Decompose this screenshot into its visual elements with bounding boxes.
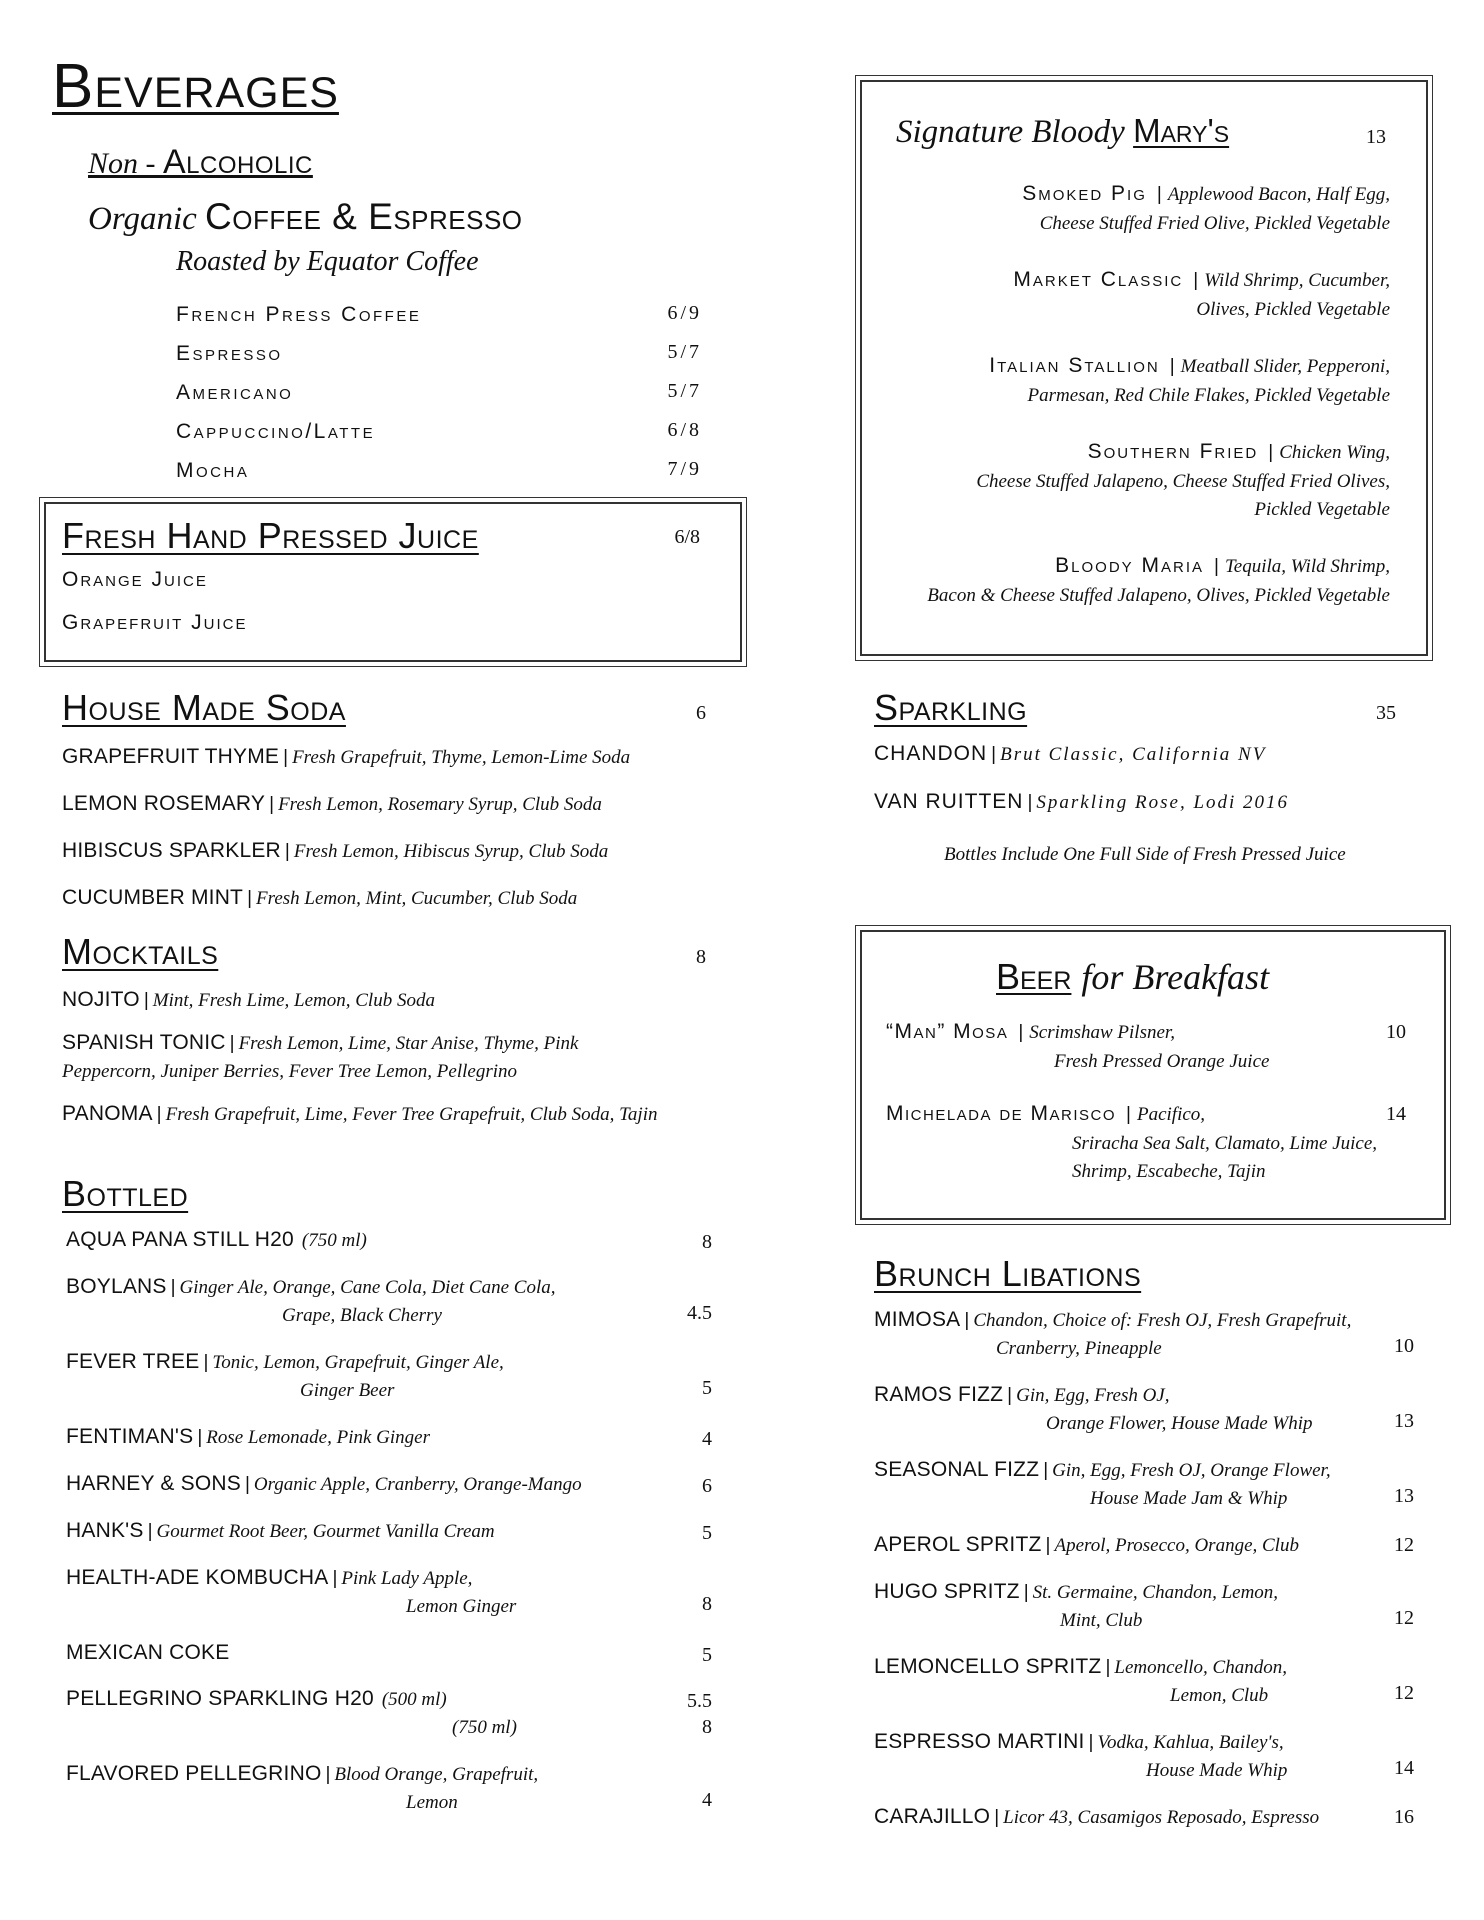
juice-title: Fresh Hand Pressed Juice — [62, 515, 479, 556]
bloody-item — [882, 438, 1390, 524]
coffee-item — [176, 454, 702, 493]
separator: | — [994, 1807, 1000, 1828]
juice-box — [44, 502, 742, 662]
coffee-price: 6/9 — [667, 302, 702, 324]
bloody-desc: Applewood Bacon, Half Egg, — [1167, 184, 1390, 205]
brunch-price: 13 — [1394, 1485, 1414, 1507]
bloody-desc-cont: Cheese Stuffed Jalapeno, Cheese Stuffed Fried Olives, — [976, 471, 1390, 492]
separator: | — [332, 1568, 338, 1589]
bottled-item — [62, 1226, 712, 1255]
brunch-price: 12 — [1394, 1534, 1414, 1556]
coffee-price: 7/9 — [667, 458, 702, 480]
sparkling-desc: Sparkling Rose, Lodi 2016 — [1036, 792, 1290, 813]
soda-price: 6 — [696, 702, 706, 724]
coffee-name: Cappuccino/Latte — [176, 420, 376, 443]
separator: | — [325, 1764, 331, 1785]
bottled-price-2: 8 — [702, 1716, 712, 1738]
separator: | — [1043, 1460, 1049, 1481]
bottled-line — [62, 1517, 712, 1546]
coffee-title: Coffee & Espresso — [205, 196, 523, 237]
bottled-item — [62, 1639, 712, 1667]
coffee-name: French Press Coffee — [176, 303, 422, 326]
page-title: Beverages — [52, 52, 339, 121]
bottled-list — [62, 1226, 712, 1835]
separator: | — [203, 1352, 209, 1373]
brunch-price: 14 — [1394, 1757, 1414, 1779]
bloody-line — [882, 266, 1390, 296]
juice-item: Grapefruit Juice — [62, 611, 248, 634]
brunch-name: MIMOSA — [874, 1308, 961, 1331]
bottled-name: HEALTH-ADE KOMBUCHA — [66, 1566, 329, 1589]
beer-name: Michelada de Marisco — [886, 1102, 1117, 1125]
bloody-name: Smoked Pig — [1022, 182, 1147, 205]
bloody-line — [882, 438, 1390, 468]
coffee-heading — [88, 196, 523, 246]
bloody-item — [882, 266, 1390, 324]
bloody-item — [882, 180, 1390, 238]
separator: | — [143, 990, 149, 1011]
bottled-name: FEVER TREE — [66, 1350, 200, 1373]
coffee-name: Mocha — [176, 459, 250, 482]
separator: | — [247, 888, 253, 909]
beer-desc: Pacifico, — [1136, 1104, 1206, 1125]
brunch-line — [874, 1803, 1414, 1832]
bottled-name: BOYLANS — [66, 1275, 167, 1298]
beer-list — [886, 1018, 1406, 1210]
soda-desc: Fresh Grapefruit, Thyme, Lemon-Lime Soda — [292, 747, 631, 768]
separator: | — [1105, 1657, 1111, 1678]
coffee-price: 6/8 — [667, 419, 702, 441]
separator: | — [1007, 1385, 1013, 1406]
brunch-price: 12 — [1394, 1682, 1414, 1704]
soda-name: HIBISCUS SPARKLER — [62, 839, 281, 862]
bottled-price: 8 — [702, 1593, 712, 1615]
bottled-price: 8 — [702, 1231, 712, 1253]
separator: | — [1018, 1022, 1024, 1043]
bloody-desc-cont: Cheese Stuffed Fried Olive, Pickled Vegetable — [1039, 213, 1390, 234]
bottled-name: AQUA PANA STILL H20 — [66, 1228, 294, 1251]
bottled-desc: Rose Lemonade, Pink Ginger — [206, 1427, 431, 1448]
brunch-name: APEROL SPRITZ — [874, 1533, 1042, 1556]
bottled-item — [62, 1564, 712, 1621]
bloody-desc-cont: Parmesan, Red Chile Flakes, Pickled Vegetable — [1027, 385, 1390, 406]
bloody-line — [882, 180, 1390, 210]
brunch-desc-cont: Cranberry, Pineapple — [996, 1338, 1162, 1359]
brunch-line — [874, 1578, 1414, 1607]
separator: | — [1027, 792, 1033, 813]
mocktails-price: 8 — [696, 946, 706, 968]
mocktail-desc: Fresh Lemon, Lime, Star Anise, Thyme, Pink — [238, 1033, 579, 1054]
sparkling-name: VAN RUITTEN — [874, 790, 1024, 813]
brunch-title: Brunch Libations — [874, 1253, 1142, 1294]
bloody-item — [882, 552, 1390, 610]
bottled-name: FENTIMAN'S — [66, 1425, 194, 1448]
coffee-name: Espresso — [176, 342, 283, 365]
brunch-price: 13 — [1394, 1410, 1414, 1432]
brunch-line — [874, 1381, 1414, 1410]
organic-prefix: Organic — [88, 201, 206, 237]
bloody-item — [882, 352, 1390, 410]
beer-desc-cont: Shrimp, Escabeche, Tajin — [1072, 1161, 1266, 1182]
bottled-line — [62, 1470, 712, 1499]
bottled-item — [62, 1423, 712, 1452]
bloody-title: Mary's — [1133, 112, 1230, 149]
juice-item: Orange Juice — [62, 568, 208, 591]
brunch-desc: St. Germaine, Chandon, Lemon, — [1032, 1582, 1279, 1603]
beer-desc: Scrimshaw Pilsner, — [1029, 1022, 1175, 1043]
bottled-item — [62, 1273, 712, 1330]
beer-price: 10 — [1386, 1021, 1406, 1043]
soda-list — [62, 740, 722, 928]
mocktail-name: SPANISH TONIC — [62, 1031, 226, 1054]
mocktail-desc: Mint, Fresh Lime, Lemon, Club Soda — [152, 990, 435, 1011]
separator: | — [1088, 1732, 1094, 1753]
brunch-item — [874, 1803, 1414, 1832]
bottled-title: Bottled — [62, 1173, 189, 1214]
separator: | — [244, 1474, 250, 1495]
brunch-item — [874, 1728, 1414, 1785]
separator: | — [269, 794, 275, 815]
separator: | — [147, 1521, 153, 1542]
soda-desc: Fresh Lemon, Mint, Cucumber, Club Soda — [256, 888, 578, 909]
mocktail-line — [62, 1029, 742, 1058]
beer-title: Beer — [996, 956, 1072, 997]
bottled-desc: (500 ml) — [381, 1689, 447, 1710]
bottled-desc-cont: Lemon — [406, 1792, 458, 1813]
brunch-item — [874, 1578, 1414, 1635]
mocktail-line — [62, 986, 742, 1015]
bottled-price: 5 — [702, 1522, 712, 1544]
brunch-item — [874, 1456, 1414, 1513]
beer-box — [860, 930, 1446, 1220]
brunch-desc: Vodka, Kahlua, Bailey's, — [1097, 1732, 1284, 1753]
bloody-line — [882, 352, 1390, 382]
bloody-prefix: Signature Bloody — [896, 114, 1134, 150]
bloody-mary-heading — [896, 108, 1229, 161]
brunch-desc: Lemoncello, Chandon, — [1114, 1657, 1287, 1678]
brunch-desc-cont: House Made Jam & Whip — [1090, 1488, 1288, 1509]
separator: | — [284, 841, 290, 862]
mocktail-desc: Fresh Grapefruit, Lime, Fever Tree Grapefruit, Club Soda, Tajin — [165, 1104, 658, 1125]
mocktail-item — [62, 1100, 742, 1129]
mocktail-line — [62, 1100, 742, 1129]
brunch-item — [874, 1306, 1414, 1363]
sparkling-title: Sparkling — [874, 687, 1028, 728]
soda-name: LEMON ROSEMARY — [62, 792, 266, 815]
brunch-name: RAMOS FIZZ — [874, 1383, 1004, 1406]
separator: | — [1126, 1104, 1131, 1125]
bottled-line — [62, 1423, 712, 1452]
brunch-name: SEASONAL FIZZ — [874, 1458, 1040, 1481]
brunch-desc-cont: Mint, Club — [1060, 1610, 1143, 1631]
bottled-price: 4 — [702, 1428, 712, 1450]
beer-desc-cont: Sriracha Sea Salt, Clamato, Lime Juice, — [1072, 1133, 1378, 1154]
separator: | — [1268, 442, 1274, 463]
mocktail-name: PANOMA — [62, 1102, 153, 1125]
bottled-name: HARNEY & SONS — [66, 1472, 241, 1495]
beer-name: “Man” Mosa — [886, 1020, 1009, 1043]
sparkling-price: 35 — [1376, 702, 1396, 724]
brunch-line — [874, 1653, 1414, 1682]
brunch-line — [874, 1531, 1414, 1560]
brunch-desc: Gin, Egg, Fresh OJ, — [1016, 1385, 1170, 1406]
coffee-item — [176, 337, 702, 376]
bottled-desc-cont: (750 ml) — [452, 1717, 517, 1738]
coffee-name: Americano — [176, 381, 294, 404]
coffee-price: 5/7 — [667, 380, 702, 402]
brunch-item — [874, 1381, 1414, 1438]
soda-name: CUCUMBER MINT — [62, 886, 244, 909]
brunch-line — [874, 1306, 1414, 1335]
brunch-desc: Gin, Egg, Fresh OJ, Orange Flower, — [1052, 1460, 1331, 1481]
sparkling-item — [874, 738, 1394, 786]
bottled-desc: Organic Apple, Cranberry, Orange-Mango — [253, 1474, 582, 1495]
bottled-item — [62, 1517, 712, 1546]
bloody-list — [882, 180, 1390, 638]
coffee-item — [176, 298, 702, 337]
brunch-line — [874, 1728, 1414, 1757]
brunch-desc-cont: House Made Whip — [1146, 1760, 1288, 1781]
bottled-desc: Blood Orange, Grapefruit, — [334, 1764, 539, 1785]
soda-item — [62, 834, 722, 881]
bottled-line — [62, 1348, 712, 1377]
bottled-desc: (750 ml) — [301, 1230, 367, 1251]
bottled-name: FLAVORED PELLEGRINO — [66, 1762, 322, 1785]
brunch-price: 10 — [1394, 1335, 1414, 1357]
beer-price: 14 — [1386, 1103, 1406, 1125]
brunch-name: CARAJILLO — [874, 1805, 991, 1828]
separator: | — [991, 744, 997, 765]
bottled-name: MEXICAN COKE — [66, 1641, 230, 1664]
soda-item — [62, 881, 722, 928]
bottled-line — [62, 1226, 712, 1255]
bottled-line — [62, 1685, 712, 1714]
brunch-item — [874, 1653, 1414, 1710]
beer-heading — [996, 952, 1269, 1010]
coffee-item — [176, 415, 702, 454]
brunch-name: ESPRESSO MARTINI — [874, 1730, 1085, 1753]
bloody-price: 13 — [1366, 126, 1386, 148]
soda-item — [62, 740, 722, 787]
bloody-mary-box — [860, 80, 1428, 656]
non-prefix: Non - — [88, 147, 163, 180]
brunch-line — [874, 1456, 1414, 1485]
soda-title: House Made Soda — [62, 687, 346, 728]
beer-title-suffix: for Breakfast — [1081, 957, 1270, 997]
bloody-name: Southern Fried — [1087, 440, 1259, 463]
bottled-line — [62, 1273, 712, 1302]
separator: | — [1045, 1535, 1051, 1556]
bottled-line — [62, 1760, 712, 1789]
brunch-desc: Aperol, Prosecco, Orange, Club — [1054, 1535, 1299, 1556]
mocktail-item — [62, 986, 742, 1015]
bloody-name: Italian Stallion — [989, 354, 1160, 377]
bloody-desc: Wild Shrimp, Cucumber, — [1204, 270, 1390, 291]
bottled-item — [62, 1348, 712, 1405]
separator: | — [1169, 356, 1175, 377]
soda-desc: Fresh Lemon, Rosemary Syrup, Club Soda — [278, 794, 602, 815]
bottled-name: HANK'S — [66, 1519, 144, 1542]
separator: | — [1214, 556, 1219, 577]
soda-desc: Fresh Lemon, Hibiscus Syrup, Club Soda — [293, 841, 609, 862]
beer-line — [886, 1100, 1406, 1130]
separator: | — [1156, 184, 1162, 205]
separator: | — [1023, 1582, 1029, 1603]
mocktail-desc-cont: Peppercorn, Juniper Berries, Fever Tree Lemon, Pellegrino — [62, 1061, 518, 1082]
bloody-desc: Chicken Wing, — [1279, 442, 1390, 463]
mocktail-name: NOJITO — [62, 988, 140, 1011]
bottled-desc: Gourmet Root Beer, Gourmet Vanilla Cream — [156, 1521, 495, 1542]
bottled-price: 5.5 — [687, 1690, 712, 1712]
bloody-line — [882, 552, 1390, 582]
bottled-desc-cont: Lemon Ginger — [406, 1596, 517, 1617]
bloody-name: Bloody Maria — [1055, 554, 1205, 577]
bottled-desc-cont: Ginger Beer — [300, 1380, 395, 1401]
bottled-price: 5 — [702, 1377, 712, 1399]
bottled-desc: Ginger Ale, Orange, Cane Cola, Diet Cane Cola, — [179, 1277, 556, 1298]
roasted-by: Roasted by Equator Coffee — [176, 246, 479, 277]
coffee-item — [176, 376, 702, 415]
bloody-name: Market Classic — [1013, 268, 1184, 291]
separator: | — [156, 1104, 162, 1125]
brunch-desc-cont: Orange Flower, House Made Whip — [1046, 1413, 1313, 1434]
separator: | — [1193, 270, 1199, 291]
mocktails-list — [62, 986, 742, 1143]
brunch-desc: Chandon, Choice of: Fresh OJ, Fresh Grapefruit, — [973, 1310, 1352, 1331]
brunch-item — [874, 1531, 1414, 1560]
beer-item — [886, 1100, 1406, 1186]
bottled-price: 4.5 — [687, 1302, 712, 1324]
non-title: Alcoholic — [163, 143, 313, 181]
bloody-desc-cont: Olives, Pickled Vegetable — [1196, 299, 1390, 320]
brunch-price: 12 — [1394, 1607, 1414, 1629]
coffee-list — [176, 298, 702, 493]
sparkling-item — [874, 786, 1394, 834]
sparkling-note: Bottles Include One Full Side of Fresh Pressed Juice — [944, 844, 1346, 865]
brunch-name: LEMONCELLO SPRITZ — [874, 1655, 1102, 1678]
bloody-desc: Tequila, Wild Shrimp, — [1224, 556, 1390, 577]
soda-name: GRAPEFRUIT THYME — [62, 745, 280, 768]
separator: | — [170, 1277, 176, 1298]
bottled-item — [62, 1760, 712, 1817]
separator: | — [229, 1033, 235, 1054]
bottled-desc: Pink Lady Apple, — [341, 1568, 473, 1589]
brunch-name: HUGO SPRITZ — [874, 1580, 1020, 1603]
beer-item — [886, 1018, 1406, 1076]
coffee-price: 5/7 — [667, 341, 702, 363]
bottled-name: PELLEGRINO SPARKLING H20 — [66, 1687, 374, 1710]
sparkling-name: CHANDON — [874, 742, 988, 765]
soda-item — [62, 787, 722, 834]
bottled-line — [62, 1564, 712, 1593]
brunch-desc-cont: Lemon, Club — [1170, 1685, 1269, 1706]
bottled-line — [62, 1639, 712, 1667]
mocktails-title: Mocktails — [62, 931, 219, 972]
bottled-price: 6 — [702, 1475, 712, 1497]
bottled-desc-cont: Grape, Black Cherry — [282, 1305, 442, 1326]
sparkling-list — [874, 738, 1394, 834]
brunch-desc: Licor 43, Casamigos Reposado, Espresso — [1003, 1807, 1320, 1828]
separator: | — [197, 1427, 203, 1448]
brunch-price: 16 — [1394, 1806, 1414, 1828]
beer-line — [886, 1018, 1406, 1048]
bottled-item — [62, 1685, 712, 1742]
bloody-desc: Meatball Slider, Pepperoni, — [1180, 356, 1390, 377]
bottled-item — [62, 1470, 712, 1499]
bloody-desc-cont: Bacon & Cheese Stuffed Jalapeno, Olives, Pickled Vegetable — [927, 585, 1390, 606]
separator: | — [283, 747, 289, 768]
separator: | — [964, 1310, 970, 1331]
juice-price: 6/8 — [674, 526, 700, 548]
non-alcoholic-heading — [88, 142, 313, 189]
bottled-price: 4 — [702, 1789, 712, 1811]
bottled-desc: Tonic, Lemon, Grapefruit, Ginger Ale, — [212, 1352, 504, 1373]
mocktail-item — [62, 1029, 742, 1086]
sparkling-desc: Brut Classic, California NV — [1000, 744, 1267, 765]
bottled-price: 5 — [702, 1644, 712, 1666]
beer-desc-cont: Fresh Pressed Orange Juice — [1054, 1051, 1270, 1072]
brunch-list — [874, 1306, 1414, 1850]
bloody-desc-cont: Pickled Vegetable — [1254, 499, 1390, 520]
